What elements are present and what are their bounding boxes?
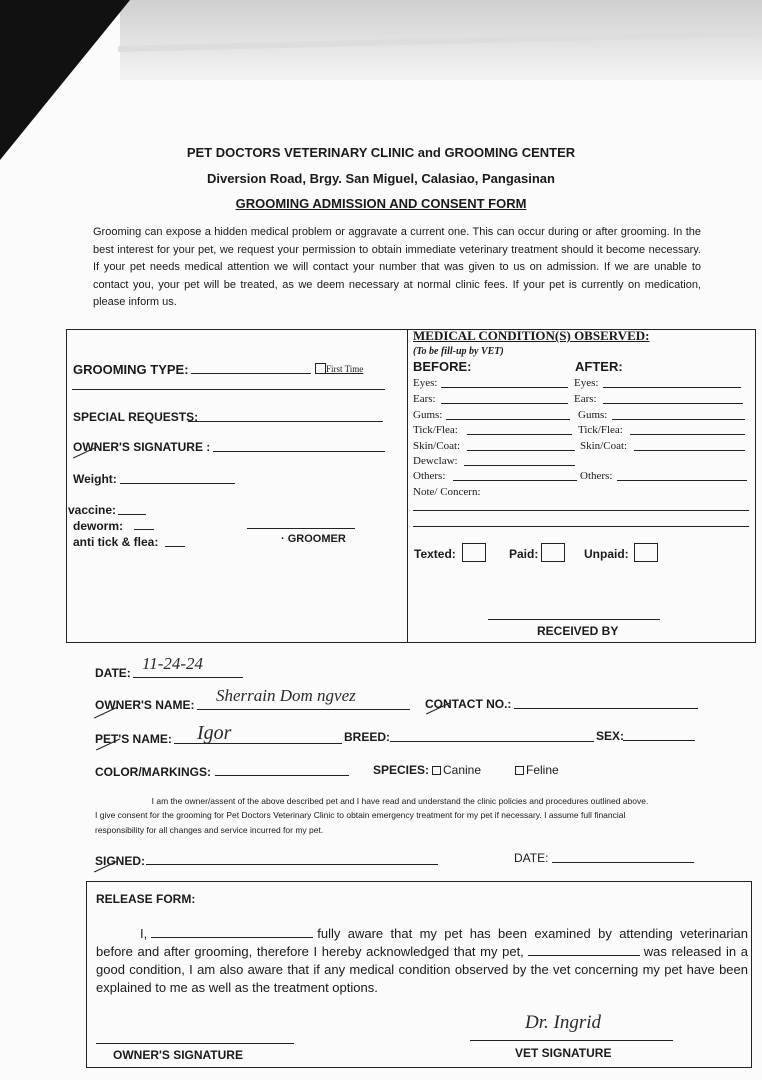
grooming-type-label: GROOMING TYPE: [73, 362, 189, 377]
clinic-address: Diversion Road, Brgy. San Miguel, Calasiao, Pangasinan [207, 171, 555, 186]
grooming-type-field[interactable] [191, 373, 311, 374]
sex-field[interactable] [623, 740, 695, 741]
after-tick-field[interactable] [630, 434, 745, 435]
vet-instruction: (To be fill-up by VET) [413, 346, 504, 357]
signed-field[interactable] [146, 864, 438, 865]
texted-checkbox[interactable] [462, 543, 486, 562]
vet-signature-field[interactable] [470, 1040, 673, 1041]
canine-label: Canine [443, 763, 482, 777]
color-markings-label: COLOR/MARKINGS: [95, 765, 211, 779]
medical-condition-title: MEDICAL CONDITION(S) OBSERVED: [413, 328, 650, 343]
owner-signature-label: OWNER'S SIGNATURE : [73, 440, 211, 454]
after-eyes-label: Eyes: [574, 377, 599, 389]
vet-signature-label: VET SIGNATURE [515, 1046, 612, 1060]
after-ears-label: Ears: [574, 393, 597, 405]
after-gums-label: Gums: [578, 409, 608, 421]
before-eyes-label: Eyes: [413, 377, 438, 389]
release-owner-signature-label: OWNER'S SIGNATURE [113, 1048, 243, 1062]
received-by-label: RECEIVED BY [537, 624, 619, 638]
deworm-field[interactable] [134, 529, 154, 530]
first-time-label: First Time [326, 364, 364, 374]
release-owner-name-field[interactable] [151, 925, 313, 938]
paid-label: Paid: [509, 547, 539, 561]
unpaid-checkbox[interactable] [634, 543, 658, 562]
breed-field[interactable] [390, 741, 594, 742]
grooming-type-extra-line[interactable] [72, 389, 385, 390]
first-time-checkbox[interactable] [315, 363, 326, 374]
consent-line-2: I give consent for the grooming for Pet Doctors Veterinary Clinic to obtain emergency treatment for my pet if necessary. I assume full financial [95, 810, 626, 820]
paid-checkbox[interactable] [541, 543, 565, 562]
before-ears-field[interactable] [441, 403, 568, 404]
before-gums-field[interactable] [446, 419, 570, 420]
anti-tick-label: anti tick & flea: [73, 535, 159, 549]
after-tick-label: Tick/Flea: [578, 424, 623, 436]
before-ears-label: Ears: [413, 393, 436, 405]
vet-signature-value: Dr. Ingrid [525, 1012, 602, 1033]
note-line-1[interactable] [413, 510, 749, 511]
date-label: DATE: [95, 666, 131, 680]
anti-tick-field[interactable] [165, 546, 185, 547]
scan-shadow-corner [0, 0, 130, 160]
before-others-field[interactable] [453, 480, 577, 481]
clinic-name: PET DOCTORS VETERINARY CLINIC and GROOMING CENTER [186, 145, 576, 160]
consent-line-3: responsibility for all changes and service incurred for my pet. [95, 825, 324, 835]
release-text-i: I, [140, 926, 148, 941]
intro-paragraph: Grooming can expose a hidden medical problem or aggravate a current one. This can occur during or after grooming. In the best interest for your pet, we request your permission to obtain immediate veterinary treatment should it become necessary. If your pet needs medical attention we will contact your number that was given to us on admission. If we are unable to contact you, your pet will be treated, as we deem necessary at normal clinic fees. If your pet is currently on medication, please inform us. [93, 226, 701, 308]
feline-label: Feline [526, 763, 559, 777]
received-by-field[interactable] [488, 619, 660, 620]
after-skin-field[interactable] [634, 450, 745, 451]
before-eyes-field[interactable] [441, 387, 568, 388]
after-heading: AFTER: [575, 359, 623, 374]
weight-label: Weight: [73, 472, 117, 486]
release-pet-name-field[interactable] [528, 943, 640, 956]
release-form-title: RELEASE FORM: [96, 892, 196, 906]
before-heading: BEFORE: [413, 359, 472, 374]
consent-date-field[interactable] [552, 862, 694, 863]
vaccine-field[interactable] [118, 514, 146, 515]
special-requests-field[interactable] [188, 421, 383, 422]
consent-date-label: DATE: [514, 851, 549, 865]
date-field[interactable] [133, 677, 243, 678]
special-requests-label: SPECIAL REQUESTS: [73, 410, 199, 424]
after-skin-label: Skin/Coat: [580, 440, 628, 452]
contact-label: CONTACT NO.: [425, 697, 512, 711]
date-value: 11-24-24 [142, 654, 204, 673]
groomer-label: · GROOMER [281, 533, 346, 545]
pet-name-value: Igor [197, 722, 232, 744]
before-dewclaw-label: Dewclaw: [413, 455, 458, 467]
breed-label: BREED: [344, 730, 391, 744]
after-eyes-field[interactable] [603, 387, 741, 388]
box-divider [407, 329, 408, 642]
release-text-end: was released in a good condition, I am also aware that if any medical condition observed by the vet concerning my pet have been explained to me as well as the treatment options. [96, 944, 748, 995]
after-others-field[interactable] [617, 480, 747, 481]
pet-name-label: PET'S NAME: [95, 732, 172, 746]
unpaid-label: Unpaid: [584, 547, 629, 561]
contact-field[interactable] [514, 708, 698, 709]
sex-label: SEX: [596, 729, 625, 743]
before-dewclaw-field[interactable] [464, 465, 575, 466]
color-markings-field[interactable] [215, 775, 349, 776]
owner-name-label: OWNER'S NAME: [95, 698, 195, 712]
note-line-2[interactable] [413, 526, 749, 527]
note-concern-label: Note/ Concern: [413, 486, 481, 498]
consent-line-1: I am the owner/assent of the above described pet and I have read and understand the clinic policies and procedures outlined above. [151, 796, 649, 806]
owner-name-value: Sherrain Dom ngvez [216, 686, 356, 705]
after-others-label: Others: [580, 470, 613, 482]
texted-label: Texted: [414, 547, 456, 561]
canine-checkbox[interactable] [432, 766, 441, 775]
owner-name-field[interactable] [197, 709, 410, 710]
vaccine-label: vaccine: [68, 503, 117, 517]
signed-label: SIGNED: [95, 854, 146, 868]
deworm-label: deworm: [73, 519, 124, 533]
release-owner-signature-field[interactable] [96, 1043, 294, 1044]
before-others-label: Others: [413, 470, 446, 482]
feline-checkbox[interactable] [515, 766, 524, 775]
owner-signature-field[interactable] [213, 451, 385, 452]
weight-field[interactable] [120, 483, 235, 484]
before-skin-field[interactable] [467, 450, 575, 451]
release-paragraph [96, 925, 748, 997]
before-gums-label: Gums: [413, 409, 443, 421]
before-skin-label: Skin/Coat: [413, 440, 461, 452]
species-label: SPECIES: [373, 763, 430, 777]
form-title: GROOMING ADMISSION AND CONSENT FORM [235, 196, 527, 211]
release-text-middle: fully aware that my pet has been examined by attending veterinarian before and after grooming, therefore I hereby acknowledged that my pet, [96, 926, 748, 959]
after-gums-field[interactable] [612, 419, 745, 420]
after-ears-field[interactable] [603, 403, 743, 404]
groomer-signature-field[interactable] [247, 528, 355, 529]
before-tick-field[interactable] [467, 434, 572, 435]
before-tick-label: Tick/Flea: [413, 424, 458, 436]
